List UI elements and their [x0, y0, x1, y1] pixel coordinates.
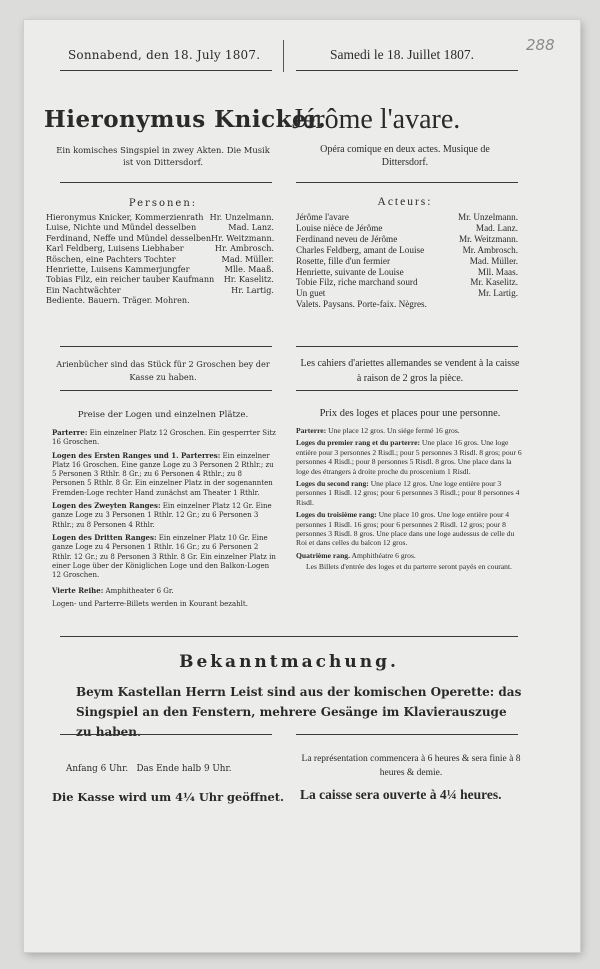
prices-heading-german: Preise der Logen und einzelnen Plätze. — [77, 410, 249, 420]
libretto-rule-left — [60, 390, 272, 391]
cast-row: Henriette, suivante de Louise Mll. Maas. — [296, 266, 518, 277]
price-item: Loges du troisième rang: Une place 10 gros. Une loge entière pour 4 personnes 1 Risdl. 16 gros; pour 6 personnes 2 Risdl. 12 gros; pour 8 personnes 3 Risdl. 8 gros. Une place dans une loge audessus de celle du Roi et dans celles du balcon 12 gros. — [296, 510, 515, 548]
announcement-rule-right — [296, 734, 518, 735]
prices-heading-french: Prix des loges et places pour une personne. — [319, 408, 501, 419]
libretto-notice-german: Arienbücher sind das Stück für 2 Groschen bey der Kasse zu haben. — [56, 359, 270, 382]
header-rule-left — [60, 70, 272, 71]
announcement-heading: Bekanntmachung. — [179, 652, 399, 672]
announcement-text: Beym Kastellan Herrn Leist sind aus der komischen Operette: das Singspiel an den Fenstern, mehrere Gesänge im Klavierauszuge zu haben. — [76, 685, 522, 739]
prices-list-german — [52, 428, 276, 609]
cast-row: Ferdinand neveu de Jérôme Mr. Weitzmann. — [296, 233, 518, 244]
subtitle-french: Opéra comique en deux actes. Musique de Dittersdorf. — [320, 144, 490, 168]
subtitle-german: Ein komisches Singspiel in zwey Akten. Die Musik ist von Dittersdorf. — [56, 145, 270, 167]
cast-row: Ein Nachtwächter Hr. Lartig. — [46, 284, 274, 295]
cast-row: Valets. Paysans. Porte-faix. Nègres. — [296, 299, 427, 310]
price-item: Parterre: Ein einzelner Platz 12 Groschen. Ein gesperrter Sitz 16 Groschen. — [52, 428, 276, 447]
prices-full-rule — [60, 636, 518, 637]
libretto-notice-french: Les cahiers d'ariettes allemandes se vendent à la caisse à raison de 2 gros la pièce. — [300, 358, 520, 384]
cast-row: Tobias Filz, ein reicher tauber Kaufmann Hr. Kaselitz. — [46, 274, 274, 285]
cast-row: Jérôme l'avare Mr. Unzelmann. — [296, 212, 518, 222]
price-item: Logen des Dritten Ranges: Ein einzelner Platz 10 Gr. Eine ganze Loge zu 4 Personen 1 Rthlr. 16 Gr.; zu 6 Personen 2 Rthlr. 12 Gr.; zu 8 Personen 3 Rthlr. 8 Gr. Ein einzelner Platz in einer Loge über der Königlichen Loge und den Balkon-Logen 12 Groschen. — [52, 532, 276, 580]
price-item: Quatrième rang. Amphithéatre 6 gros. — [296, 550, 416, 560]
price-item: Loges du premier rang et du parterre: Une place 16 gros. Une loge entière pour 3 personnes 2 Risdl.; pour 5 personnes 3 Risdl. 8 gros; pour 6 personnes 4 Risdl.; pour 8 personnes 5 Risdl. 8 gros. Une place dans la loge des étrangers à droite proche du proscenium 1 Risdl. — [296, 438, 522, 476]
title-rule-right — [296, 182, 518, 183]
price-item: Logen- und Parterre-Billets werden in Kourant bezahlt. — [52, 599, 248, 608]
cast-heading-french: Acteurs: — [377, 196, 433, 208]
header-rule-right — [296, 70, 518, 71]
cast-row: Bediente. Bauern. Träger. Mohren. — [46, 295, 190, 306]
cast-row: Hieronymus Knicker, Kommerzienrath Hr. Unzelmann. — [46, 212, 274, 222]
cast-row: Charles Feldberg, amant de Louise Mr. Ambrosch. — [296, 244, 518, 255]
price-item: Logen des Zweyten Ranges: Ein einzelner Platz 12 Gr. Eine ganze Loge zu 3 Personen 1 Rthlr. 12 Gr.; zu 6 Personen 3 Rthlr.; zu 8 Personen 4 Rthlr. — [52, 501, 272, 529]
price-item: Les Billets d'entrée des loges et du parterre seront payés en courant. — [306, 562, 512, 572]
cast-row: Tobie Filz, riche marchand sourd Mr. Kaselitz. — [296, 277, 518, 288]
cast-row: Un guet Mr. Lartig. — [296, 288, 518, 299]
cast-rule-right — [296, 346, 518, 347]
cast-row: Karl Feldberg, Luisens Liebhaber Hr. Ambrosch. — [46, 243, 274, 254]
start-end-german: Anfang 6 Uhr. Das Ende halb 9 Uhr. — [66, 764, 232, 774]
cast-row: Luise, Nichte und Mündel desselben Mad. Lanz. — [46, 222, 274, 233]
price-item: Loges du second rang: Une place 12 gros. Une loge entière pour 3 personnes 1 Risdl. 12 gros; pour 6 personnes 3 Risdl.; pour 8 personnes 4 Risdl. — [296, 479, 520, 507]
header-vertical-divider — [283, 40, 284, 72]
cast-rule-left — [60, 346, 272, 347]
cast-list-german — [46, 212, 274, 306]
announcement-rule-left — [60, 734, 272, 735]
libretto-rule-right — [296, 390, 518, 391]
prices-list-french — [296, 426, 522, 572]
box-office-german: Die Kasse wird um 4¼ Uhr geöffnet. — [52, 790, 284, 804]
date-french: Samedi le 18. Juillet 1807. — [330, 47, 474, 62]
price-item: Parterre: Une place 12 gros. Un siége fermé 16 gros. — [296, 426, 460, 435]
title-german: Hieronymus Knicker. — [44, 106, 327, 133]
cast-row: Henriette, Luisens Kammerjungfer Mlle. Maaß. — [46, 264, 274, 275]
price-item: Vierte Reihe: Amphitheater 6 Gr. — [52, 586, 174, 596]
handwritten-page-number: 288 — [526, 36, 555, 54]
cast-row: Louise nièce de Jérôme Mad. Lanz. — [296, 222, 518, 233]
cast-row: Röschen, eine Pachters Tochter Mad. Müller. — [46, 253, 274, 264]
title-rule-left — [60, 182, 272, 183]
cast-list-french — [296, 212, 518, 310]
price-item: Logen des Ersten Ranges und 1. Parterres: Ein einzelner Platz 16 Groschen. Eine ganze Loge zu 3 Personen 2 Rthlr.; zu 5 Personen 3 Rthlr. 8 Gr.; zu 6 Personen 4 Rthlr.; zu 8 Personen 5 Rthlr. 8 Gr. Ein einzelner Platz in der sogenannten Fremden-Loge rechter Hand zunächst am Theater 1 Rthlr. — [52, 450, 274, 497]
box-office-french: La caisse sera ouverte à 4¼ heures. — [300, 787, 502, 802]
date-german: Sonnabend, den 18. July 1807. — [68, 48, 261, 62]
start-end-french: La représentation commencera à 6 heures & sera finie à 8 heures & demie. — [301, 754, 521, 778]
cast-row: Rosette, fille d'un fermier Mad. Müller. — [296, 255, 518, 266]
cast-heading-german: Personen: — [128, 198, 198, 209]
cast-row: Ferdinand, Neffe und Mündel desselben Hr. Weitzmann. — [46, 232, 275, 243]
title-french: Jérôme l'avare. — [292, 104, 461, 135]
